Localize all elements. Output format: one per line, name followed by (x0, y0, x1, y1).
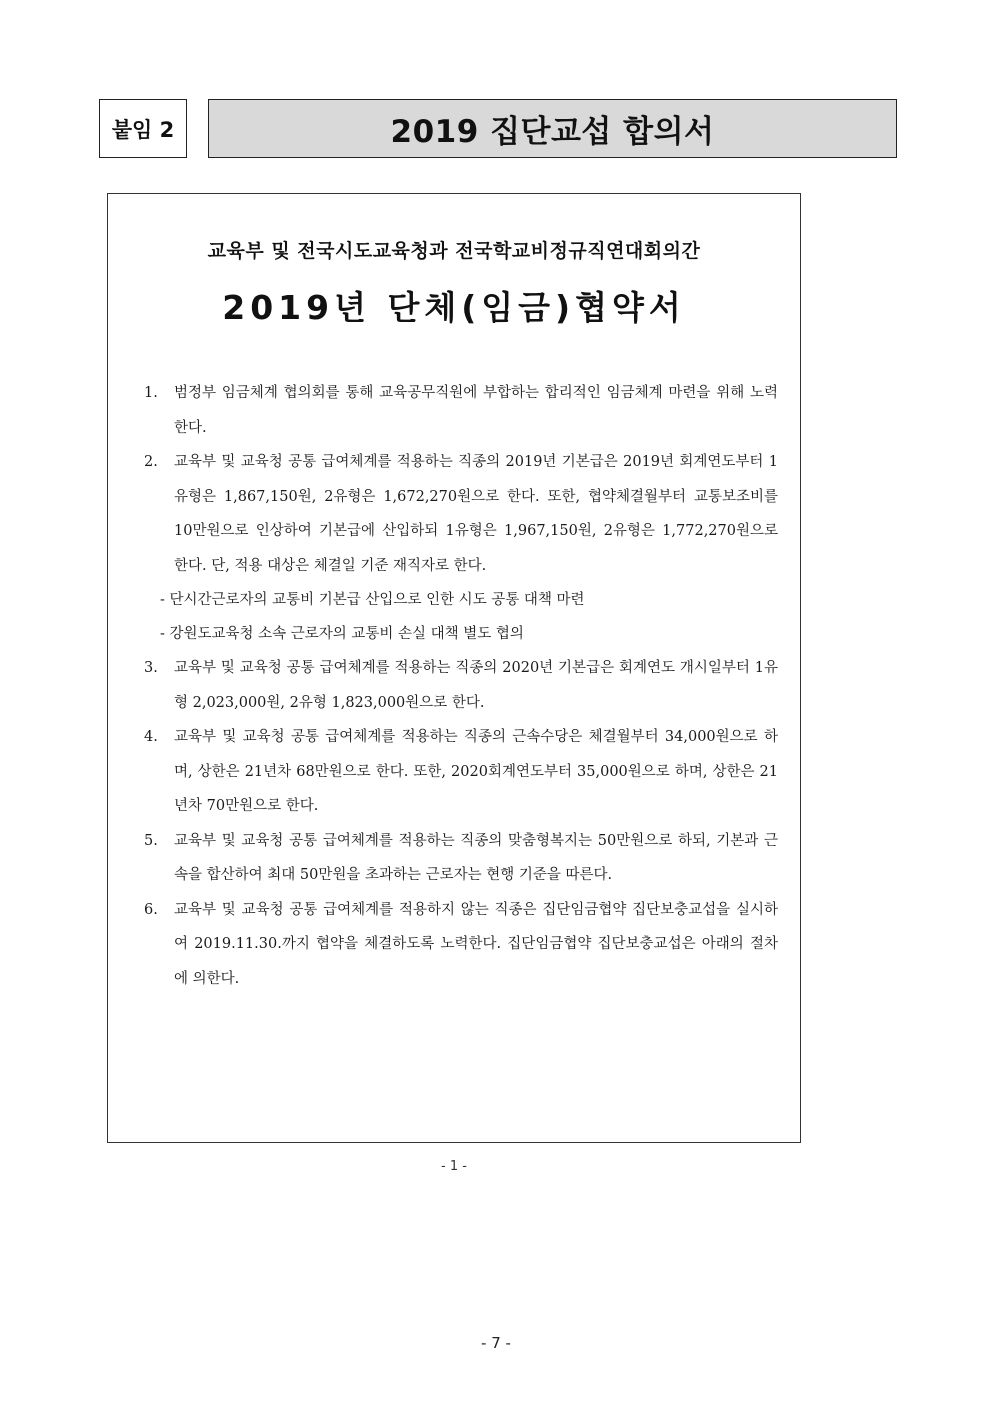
page-title: 2019 집단교섭 합의서 (208, 99, 897, 158)
agreement-subitem: - 단시간근로자의 교통비 기본급 산입으로 인한 시도 공통 대책 마련 (160, 592, 585, 608)
scanned-agreement (107, 193, 801, 1174)
agreement-item-3: 3. 교육부 및 교육청 공통 급여체계를 적용하는 직종의 2020년 기본급은 회계연도 개시일부터 1유형 2,023,000원, 2유형 1,823,000원으로 한다. (144, 660, 778, 711)
agreement-item-4: 4. 교육부 및 교육청 공통 급여체계를 적용하는 직종의 근속수당은 체결월부터 34,000원으로 하며, 상한은 21년차 68만원으로 한다. 또한, 2020회계연도부터 35,000원으로 하며, 상한은 21년차 70만원으로 한다. (144, 729, 778, 814)
agreement-item-2: 2. 교육부 및 교육청 공통 급여체계를 적용하는 직종의 2019년 기본급은 2019년 회계연도부터 1유형은 1,867,150원, 2유형은 1,672,270원으로 한다. 또한, 협약체결월부터 교통보조비를 10만원으로 인상하여 기본급에 산입하되 1유형은 1,967,150원, 2유형은 1,772,270원으로 한다. 단, 적용 대상은 체결일 기준 재직자로 한다. (144, 454, 778, 574)
scan-page-label: - 1 - (441, 1159, 467, 1174)
agreement-item-5: 5. 교육부 및 교육청 공통 급여체계를 적용하는 직종의 맞춤형복지는 50만원으로 하되, 기본과 근속을 합산하여 최대 50만원을 초과하는 근로자는 현행 기준을 따른다. (144, 832, 778, 883)
agreement-item-6: 6. 교육부 및 교육청 공통 급여체계를 적용하지 않는 직종은 집단임금협약 집단보충교섭을 실시하여 2019.11.30.까지 협약을 체결하도록 노력한다. 집단임금협약 집단보충교섭은 아래의 절차에 의한다. (144, 901, 778, 987)
agreement-item-1: 1. 범정부 임금체계 협의회를 통해 교육공무직원에 부합하는 합리적인 임금체계 마련을 위해 노력한다. (144, 385, 778, 436)
agreement-title: 2019년 단체(임금)협약서 (222, 288, 686, 327)
page-number: - 7 - (481, 1334, 511, 1352)
attachment-tag: 붙임 2 (99, 99, 187, 158)
agreement-parties: 교육부 및 전국시도교육청과 전국학교비정규직연대회의간 (207, 240, 701, 262)
agreement-items (144, 376, 778, 996)
agreement-subitem: - 강원도교육청 소속 근로자의 교통비 손실 대책 별도 협의 (160, 626, 524, 642)
